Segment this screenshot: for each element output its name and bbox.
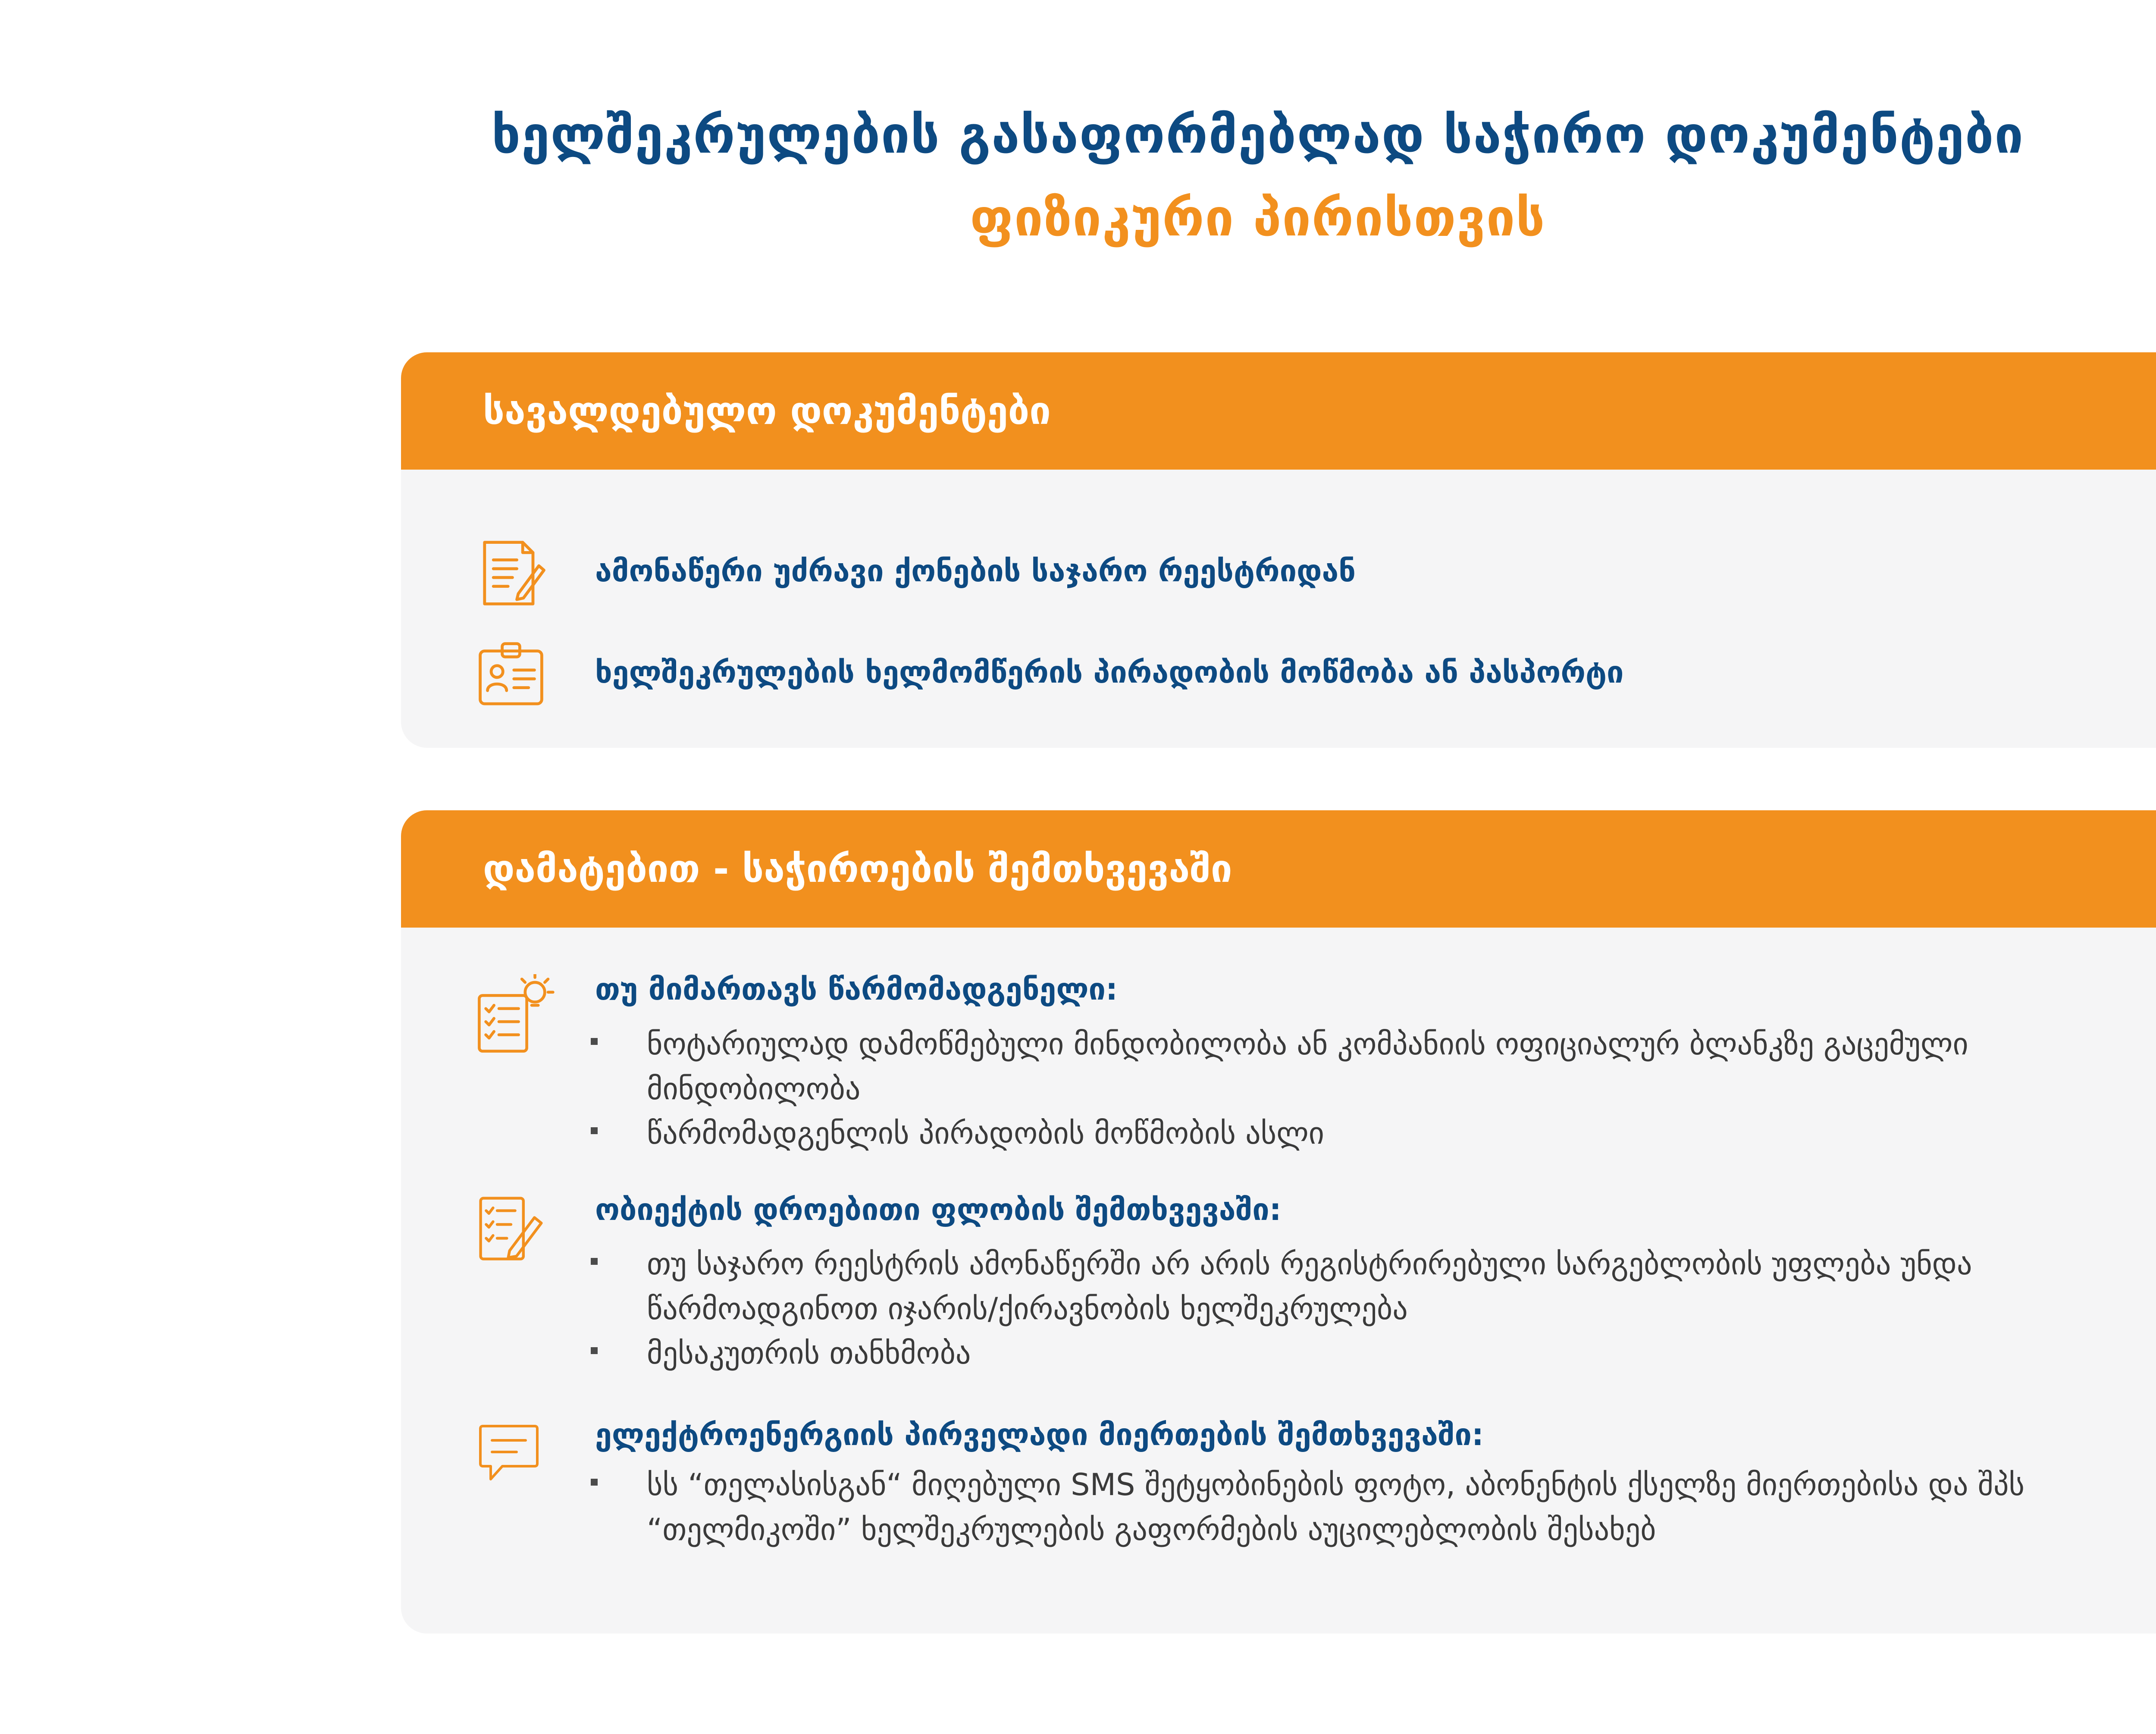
bullet-marker (591, 1479, 598, 1486)
section-title: ელექტროენერგიის პირველადი მიერთების შემთხვევაში: (595, 1417, 1484, 1452)
additional-documents-card (401, 810, 2156, 1634)
page-title: ხელშეკრულების გასაფორმებლად საჭირო დოკუმენტები (492, 105, 2024, 165)
list-item-text: წარმომადგენლის პირადობის მოწმობის ასლი (647, 1116, 1325, 1151)
list-item-text: თუ საჯარო რეესტრის ამონაწერში არ არის რეგისტრირებული სარგებლობის უფლება უნდა წარმოადგინოთ იჯარის/ქირავნობის ხელშეკრულება (647, 1246, 1972, 1326)
section-title: თუ მიმართავს წარმომადგენელი: (595, 972, 1118, 1007)
checklist-lightbulb-icon (474, 974, 556, 1056)
mandatory-item: ამონაწერი უძრავი ქონების საჯარო რეესტრიდან (595, 553, 1356, 589)
bullet-marker (591, 1258, 598, 1265)
list-item-text: მესაკუთრის თანხმობა (647, 1336, 971, 1371)
card-header (401, 810, 2156, 928)
bullet-marker (591, 1347, 598, 1354)
bullet-marker (591, 1038, 598, 1045)
card-title: დამატებით - საჭიროების შემთხვევაში (483, 847, 1232, 891)
document-pen-icon (474, 536, 548, 610)
mandatory-item: ხელშეკრულების ხელმომწერის პირადობის მოწმობა ან პასპორტი (595, 655, 1624, 690)
checklist-pen-icon (476, 1194, 545, 1263)
card-title: სავალდებულო დოკუმენტები (483, 389, 1051, 433)
list-item-text: სს “თელასისგან“ მიღებული SMS შეტყობინების ფოტო, აბონენტის ქსელზე მიერთებისა და შპს “თელმიკოში” ხელშეკრულების გაფორმების აუცილებლობის შესახებ (647, 1467, 2025, 1547)
card-header (401, 352, 2156, 470)
section-title: ობიექტის დროებითი ფლობის შემთხვევაში: (595, 1192, 1282, 1227)
id-badge-icon (474, 638, 548, 711)
page-subtitle: ფიზიკური პირისთვის (970, 188, 1546, 248)
bullet-marker (591, 1127, 598, 1134)
mandatory-documents-card (401, 352, 2156, 748)
chat-bubble-icon (476, 1421, 541, 1486)
list-item-text: ნოტარიულად დამოწმებული მინდობილობა ან კომპანიის ოფიციალურ ბლანკზე გაცემული მინდობილობა (647, 1026, 1968, 1107)
